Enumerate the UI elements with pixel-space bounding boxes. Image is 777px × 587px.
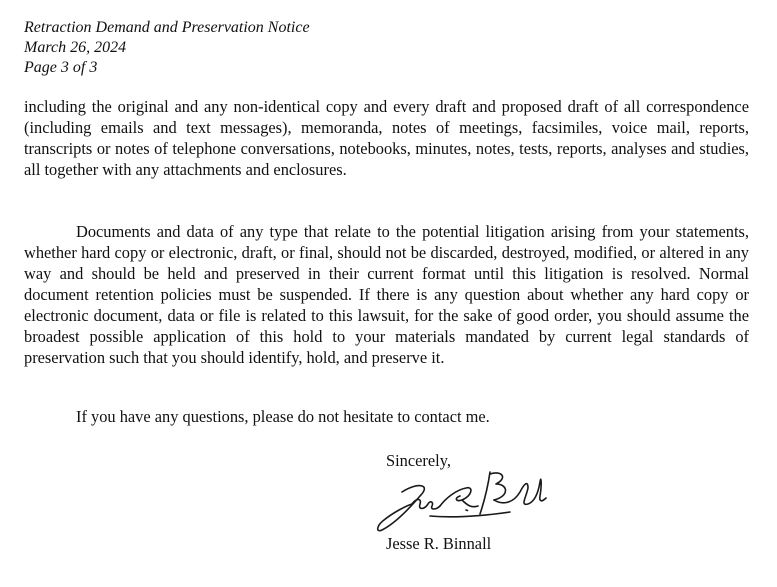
header-title: Retraction Demand and Preservation Notice [24, 19, 310, 36]
header-page-number: Page 3 of 3 [24, 59, 98, 76]
closing-salutation: Sincerely, [386, 451, 451, 470]
body-paragraph-2: Documents and data of any type that relate to the potential litigation arising from your statements, whether hard copy or electronic, draft, or final, should not be discarded, destroyed, modified, or altered in any way and should be held and preserved in their current format until this litigation is resolved. Normal document retention policies must be suspended. If there is any question about whether any hard copy or electronic document, data or file is related to this lawsuit, for the sake of good order, you should assume the broadest possible application of this hold to your materials mandated by current legal standards of preservation such that you should identify, hold, and preserve it. [24, 222, 749, 367]
body-paragraph-3: If you have any questions, please do not hesitate to contact me. [76, 407, 490, 426]
body-paragraph-1: including the original and any non-identical copy and every draft and proposed draft of all correspondence (including emails and text messages), memoranda, notes of meetings, facsimiles, voice mail, reports, transcripts or notes of telephone conversations, notebooks, minutes, notes, tests, reports, analyses and studies, all together with any attachments and enclosures. [24, 97, 749, 179]
header-date: March 26, 2024 [24, 39, 127, 56]
signer-name: Jesse R. Binnall [386, 534, 492, 553]
handwritten-signature [372, 462, 552, 542]
page-header [24, 18, 310, 78]
